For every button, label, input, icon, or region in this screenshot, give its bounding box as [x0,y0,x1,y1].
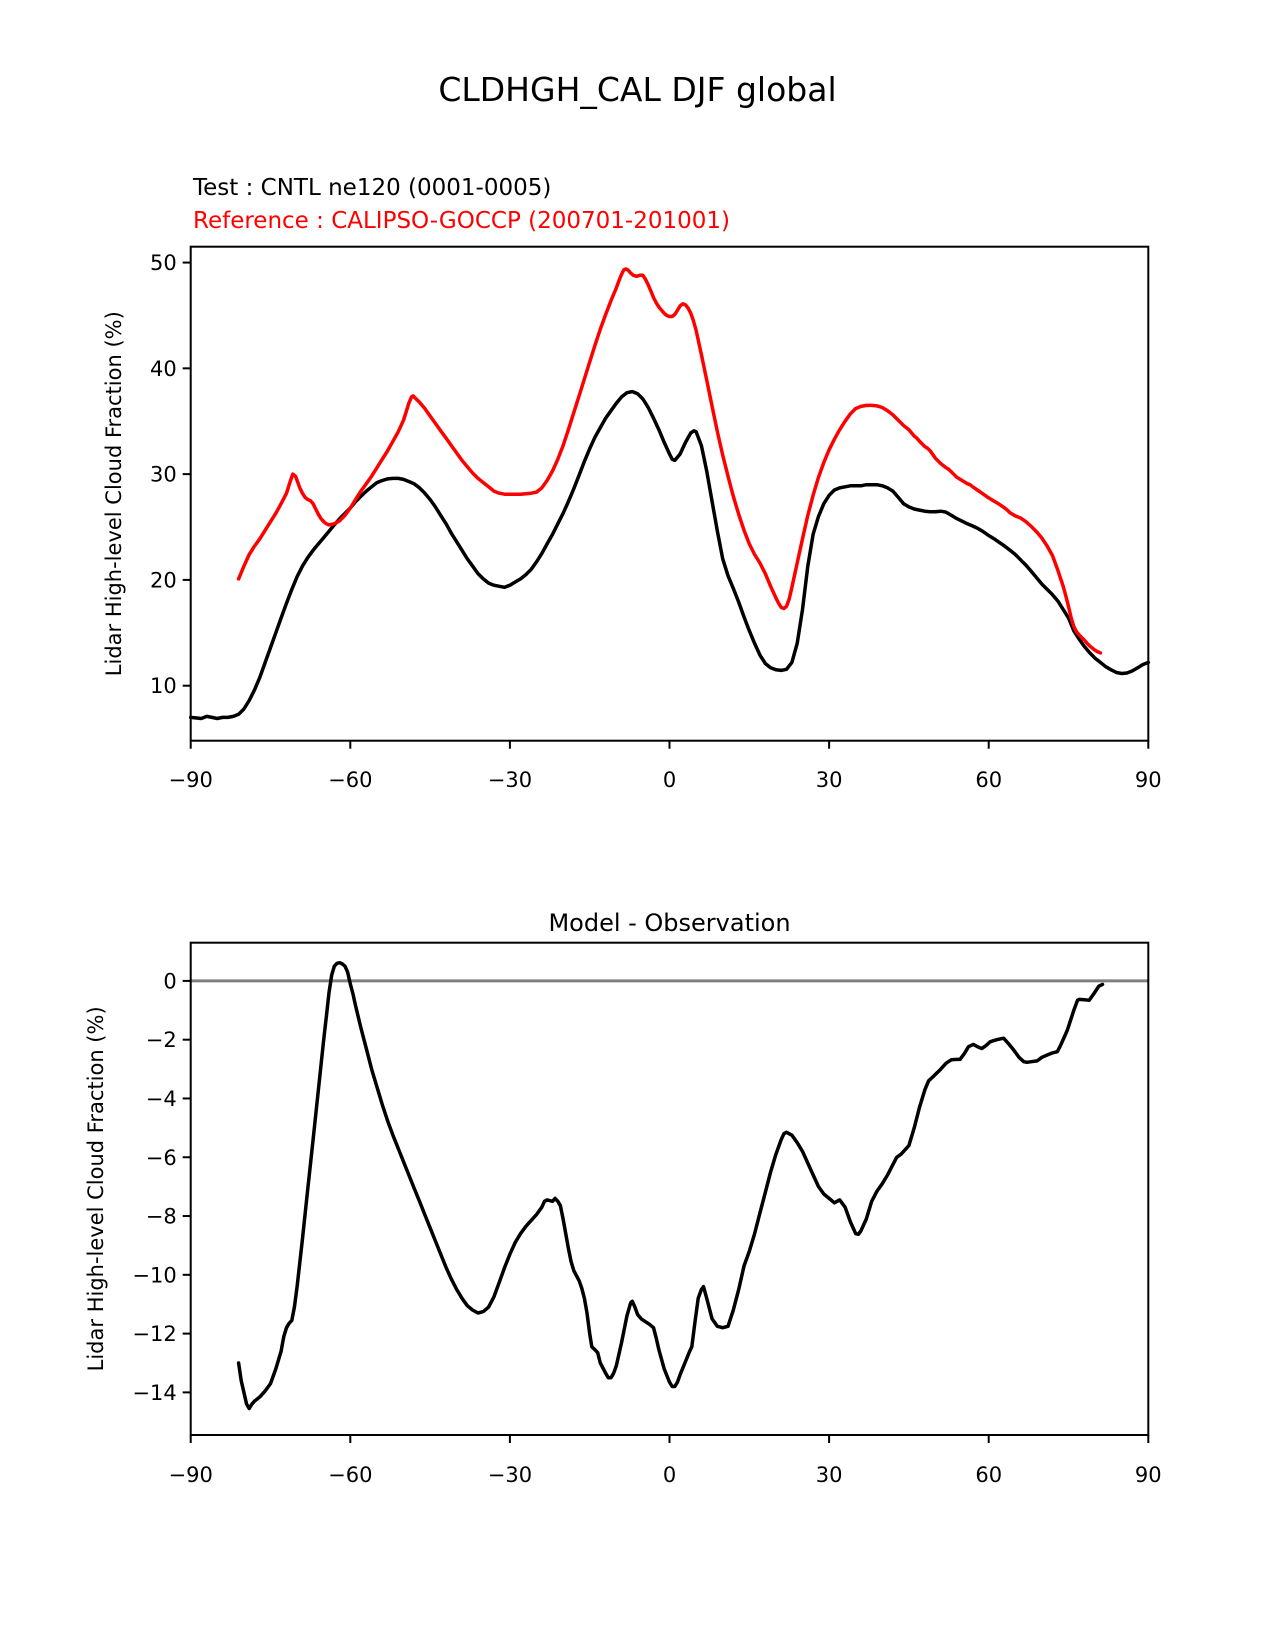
test-series-line [191,392,1149,719]
y-tick-label: 50 [149,251,177,276]
y-tick-label: −4 [145,1086,177,1111]
y-tick-label: −10 [132,1263,177,1288]
x-tick-label: 30 [815,768,843,792]
x-tick-label: −30 [487,1463,533,1487]
x-tick-label: 60 [975,1463,1003,1487]
y-tick-label: 20 [149,568,177,593]
difference-series-line [239,963,1103,1409]
x-tick-label: 30 [815,1463,843,1487]
y-axis-label: Lidar High-level Cloud Fraction (%) [84,1006,108,1372]
reference-series-line [239,269,1101,653]
y-tick-label: −2 [145,1028,177,1053]
figure-title: CLDHGH_CAL DJF global [438,70,837,109]
axes-frame [191,247,1149,741]
subplot-title: Model - Observation [548,909,791,937]
x-tick-label: 0 [662,768,677,792]
x-tick-label: 90 [1134,1463,1162,1487]
x-tick-label: −60 [328,1463,373,1487]
y-tick-label: −8 [145,1204,177,1229]
y-tick-label: 40 [149,356,177,381]
x-tick-label: −90 [168,768,213,792]
x-tick-label: −60 [328,768,373,792]
legend-reference-label: Reference : CALIPSO-GOCCP (200701-201001) [193,208,731,234]
x-tick-label: 60 [975,768,1003,792]
x-tick-label: −90 [168,1463,213,1487]
legend-test-label: Test : CNTL ne120 (0001-0005) [193,175,552,201]
x-tick-label: 0 [662,1463,677,1487]
y-tick-label: −6 [145,1145,177,1170]
y-tick-label: −12 [132,1322,177,1347]
y-tick-label: 10 [149,674,177,699]
x-tick-label: −30 [487,768,533,792]
y-tick-label: −14 [132,1380,177,1405]
x-tick-label: 90 [1134,768,1162,792]
y-axis-label: Lidar High-level Cloud Fraction (%) [102,311,126,677]
y-tick-label: 30 [149,462,177,487]
y-tick-label: 0 [163,969,177,994]
axes-frame [191,943,1149,1435]
